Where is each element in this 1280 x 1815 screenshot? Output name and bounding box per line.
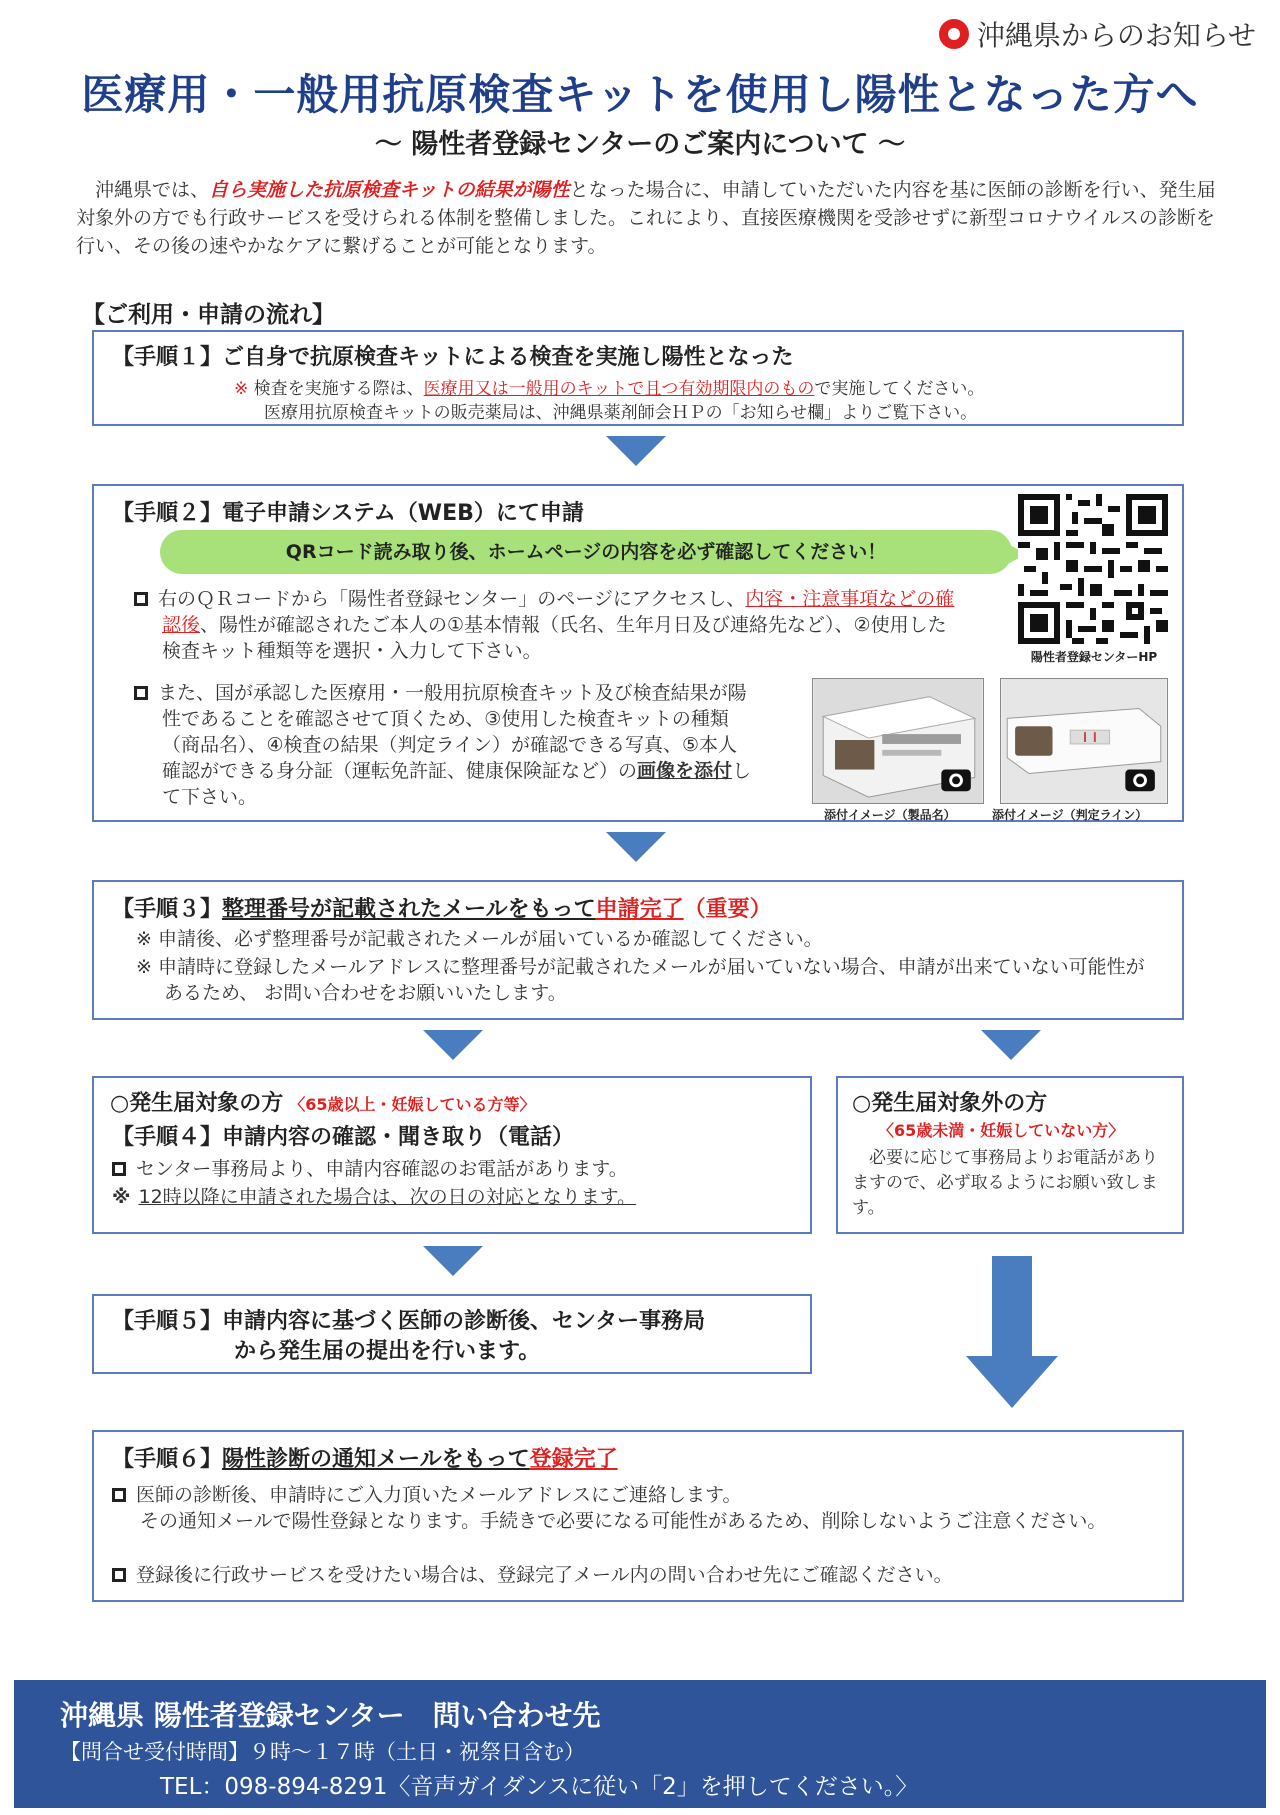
non-target-title: ○発生届対象外の方 [852, 1091, 1048, 1116]
step2-notice-link[interactable]: 内容・注意事項などの確認後 [162, 588, 955, 636]
qr-caption: 陽性者登録センターHP [1030, 650, 1158, 664]
step6-item1-cont: その通知メールで陽性登録となります。手続きで必要になる可能性があるため、削除しないようご注意ください。 [140, 1510, 1107, 1532]
notice-text: 沖縄県からのお知らせ [976, 19, 1256, 52]
test-result-photo [1000, 678, 1168, 804]
step4-item-text: センター事務局より、申請内容確認のお電話があります。 [136, 1158, 628, 1180]
step3-title-red: 申請完了 [595, 897, 684, 922]
long-arrow-down-icon [966, 1256, 1058, 1408]
step3-title [112, 892, 772, 923]
intro-paragraph [76, 176, 1226, 260]
step2-box [92, 484, 1184, 822]
step2-item2 [134, 680, 754, 810]
arrow-down-icon [423, 1246, 483, 1276]
step4-target-note: 〈65歳以上・妊娠している方等〉 [289, 1095, 536, 1114]
step2-title: 【手順２】電子申請システム（WEB）にて申請 [112, 501, 584, 526]
arrow-down-icon [423, 1030, 483, 1060]
intro-pre: 沖縄県では、 [95, 179, 210, 201]
non-target-text: 必要に応じて事務局よりお電話がありますので、必ず取るようにお願い致します。 [852, 1148, 1158, 1218]
notice-label [939, 14, 1256, 54]
checkbox-icon [134, 592, 148, 606]
step4-warning [112, 1184, 636, 1210]
step5-title2: から発生届の提出を行います。 [234, 1339, 541, 1364]
step6-title-red: 登録完了 [529, 1447, 618, 1472]
step1-note-post: で実施してください。 [814, 379, 985, 399]
okinawa-mark-icon [939, 19, 969, 49]
step2-item1-post: 、陽性が確認されたご本人の①基本情報（氏名、生年月日及び連絡先など）、②使用した検査キット種類等を選択・入力して下さい。 [162, 614, 947, 662]
step4-title: 【手順４】申請内容の確認・聞き取り（電話） [112, 1125, 575, 1150]
page-subtitle: ～ 陽性者登録センターのご案内について ～ [374, 129, 906, 160]
arrow-down-icon [606, 832, 666, 862]
step1-note-pre: 検査を実施する際は、 [253, 379, 424, 399]
step1-title: 【手順１】ご自身で抗原検査キットによる検査を実施し陽性となった [112, 345, 794, 370]
checkbox-icon [134, 686, 148, 700]
checkbox-icon [112, 1488, 126, 1502]
step1-note [234, 374, 984, 399]
photo1-caption: 添付イメージ（製品名） [824, 808, 956, 822]
step5-title1: 【手順５】申請内容に基づく医師の診断後、センター事務局 [112, 1309, 706, 1334]
step4-target [110, 1086, 535, 1117]
step3-title-ul: 整理番号が記載されたメールをもって [222, 897, 596, 922]
step6-item1 [112, 1482, 742, 1508]
step6-title [112, 1442, 618, 1473]
step6-title-ul: 陽性診断の通知メールをもって [222, 1447, 530, 1472]
step6-item2-text: 登録後に行政サービスを受けたい場合は、登録完了メール内の問い合わせ先にご確認ください。 [136, 1564, 953, 1586]
contact-footer [14, 1680, 1266, 1808]
intro-post: となった場合に、申請していただいた内容を基に医師の診断を行い、発生届対象外の方でも行政サービスを受けられる体制を整備しました。これにより、直接医療機関を受診せずに新型コロナウイルスの診断を行い、その後の速やかなケアに繋げることが可能となります。 [76, 179, 1216, 257]
intro-emphasis: 自ら実施した抗原検査キットの結果が陽性 [209, 179, 570, 201]
step2-item2-pre: また、国が承認した医療用・一般用抗原検査キット及び検査結果が陽性であることを確認させて頂くため、③使用した検査キットの種類（商品名）、④検査の結果（判定ライン）が確認できる写真、⑤本人確認ができる身分証（運転免許証、健康保険証など）の [158, 682, 747, 782]
step1-kit-link[interactable]: 医療用又は一般用のキットで且つ有効期限内のもの [423, 379, 815, 399]
step4-item [112, 1156, 628, 1182]
step2-item2-bold: 画像を添付 [637, 760, 733, 782]
checkbox-icon [112, 1162, 126, 1176]
step2-item1-pre: 右のＱＲコードから「陽性者登録センター」のページにアクセスし、 [158, 588, 746, 610]
step1-note-mark: ※ [234, 379, 249, 399]
step1-box [92, 330, 1184, 426]
photo2-caption: 添付イメージ（判定ライン） [992, 808, 1148, 822]
contact-title: 沖縄県 陽性者登録センター 問い合わせ先 [60, 1699, 601, 1732]
qr-code-icon[interactable] [1018, 494, 1168, 644]
step4-target-label: ○発生届対象の方 [110, 1091, 284, 1116]
step6-item2 [112, 1562, 953, 1588]
step2-item1 [134, 586, 964, 664]
step4-warn-mark: ※ [112, 1186, 131, 1208]
step1-note2: 医療用抗原検査キットの販売薬局は、沖縄県薬剤師会ＨＰの「お知らせ欄」よりご覧下さい。 [264, 403, 978, 423]
flow-heading: 【ご利用・申請の流れ】 [82, 302, 335, 328]
kit-product-photo [812, 678, 984, 804]
step3-title-post: （重要） [683, 897, 772, 922]
step6-item1-text: 医師の診断後、申請時にご入力頂いたメールアドレスにご連絡します。 [136, 1484, 742, 1506]
step5-box [92, 1294, 812, 1374]
step6-title-pre: 【手順６】 [112, 1447, 223, 1472]
page-title: 医療用・一般用抗原検査キットを使用し陽性となった方へ [81, 70, 1199, 119]
step4-warn-text: 12時以降に申請された場合は、次の日の対応となります。 [138, 1186, 637, 1208]
qr-notice-bubble: QRコード読み取り後、ホームページの内容を必ず確認してください！ [160, 530, 1012, 574]
step2-item2-post: して下さい。 [162, 760, 752, 808]
non-target-box [836, 1076, 1184, 1234]
step3-box [92, 880, 1184, 1020]
step3-title-pre: 【手順３】 [112, 897, 223, 922]
step4-box [92, 1076, 812, 1234]
arrow-down-icon [606, 436, 666, 466]
non-target-note: 〈65歳未満・妊娠していない方〉 [878, 1121, 1125, 1140]
step6-box [92, 1430, 1184, 1602]
step3-note2: ※ 申請時に登録したメールアドレスに整理番号が記載されたメールが届いていない場合、申請が出来ていない可能性があるため、 お問い合わせをお願いいたします。 [136, 956, 1145, 1004]
step3-note1: ※ 申請後、必ず整理番号が記載されたメールが届いているか確認してください。 [136, 928, 823, 950]
arrow-down-icon [981, 1030, 1041, 1060]
contact-phone[interactable]: TEL：098-894-8291〈音声ガイダンスに従い「2」を押してください。〉 [160, 1774, 919, 1800]
checkbox-icon [112, 1568, 126, 1582]
contact-hours: 【問合せ受付時間】９時～１７時（土日・祝祭日含む） [60, 1740, 585, 1764]
